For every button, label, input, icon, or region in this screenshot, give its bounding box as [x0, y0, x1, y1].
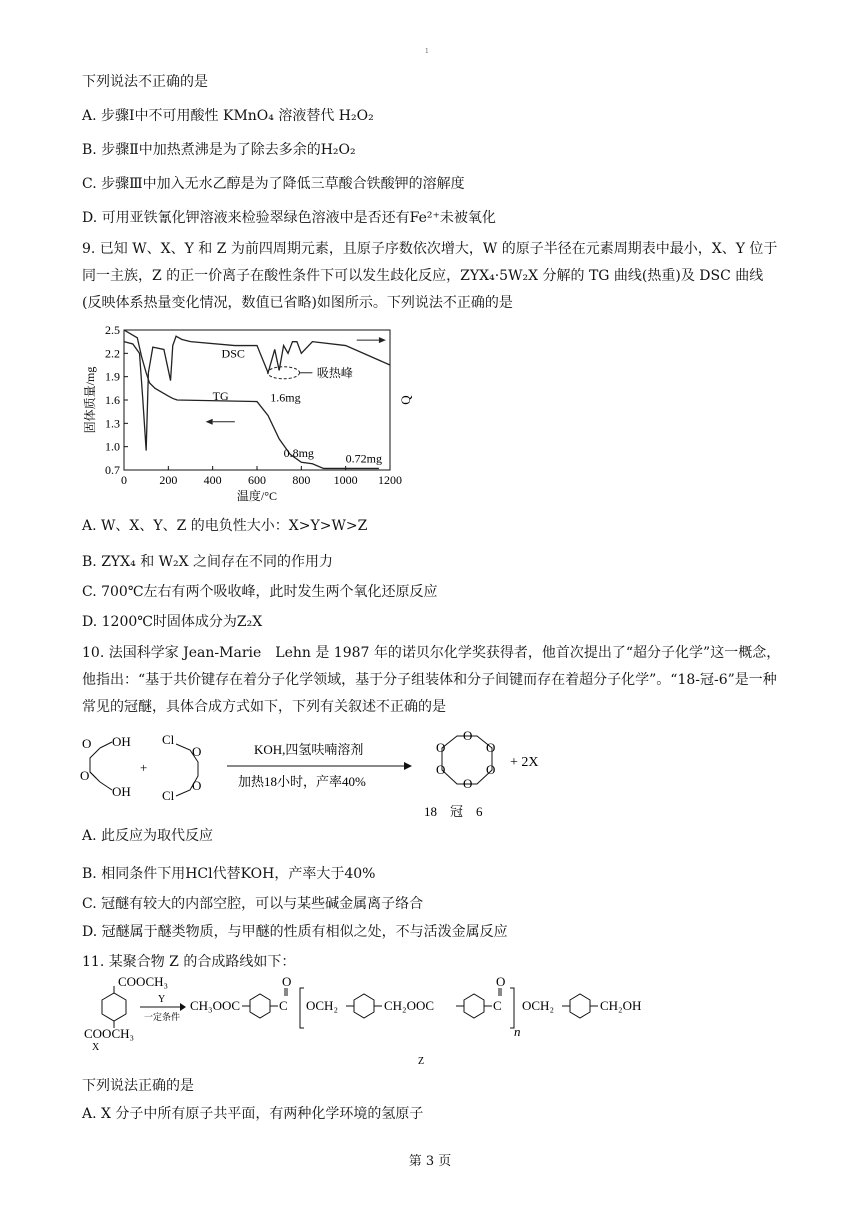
- z-ch2oh: CH₂OH: [600, 998, 642, 1013]
- z-end-group: CH₃OOC: [190, 998, 241, 1013]
- z-carbonyl-o2: O: [496, 974, 506, 989]
- q10-option-b: B. 相同条件下用HCl代替KOH，产率大于40%: [82, 866, 376, 882]
- y-tick-label: 1.0: [105, 439, 120, 454]
- y-tick-label: 1.6: [105, 393, 120, 407]
- right-axis-label: Q: [398, 395, 413, 405]
- q8-option-d: D. 可用亚铁氰化钾溶液来检验翠绿色溶液中是否还有Fe²⁺未被氧化: [82, 210, 496, 226]
- crown-ether-synthesis-scheme: [82, 728, 622, 820]
- ring-o1: O: [463, 728, 473, 743]
- endothermic-peak-marker: [268, 367, 300, 379]
- z-ch2ooc: CH₂OOC: [384, 998, 435, 1013]
- x-tick-label: 1200: [378, 473, 402, 487]
- q11-after: 下列说法正确的是: [82, 1078, 194, 1094]
- product-name: 18 冠 6: [424, 804, 483, 819]
- label-z: Z: [418, 1056, 425, 1067]
- reaction-cond: 一定条件: [144, 1012, 181, 1022]
- x-tick-label: 1000: [333, 473, 358, 487]
- dsc-label: DSC: [221, 346, 245, 361]
- ring-o5: O: [436, 762, 446, 777]
- dichloride-o1: O: [192, 744, 202, 759]
- q9-option-c: C. 700℃左右有两个吸收峰，此时发生两个氧化还原反应: [82, 584, 438, 600]
- polymer-synthesis-scheme: [82, 976, 702, 1068]
- q10-stem: 10. 法国科学家 Jean-Marie Lehn 是 1987 年的诺贝尔化学奖获得者，他首次提出了“超分子化学”这一概念，他指出：“基于共价键存在着分子化学领域，基于分子组装体和分子间键而存在着超分子化学”。“18-冠-6”是一种常见的冠醚，具体合成方式如下，下列有关叙述不正确的是: [82, 645, 781, 715]
- cl-top: Cl: [162, 732, 175, 747]
- tg-label: TG: [212, 389, 229, 404]
- tg-dsc-chart: [82, 322, 422, 512]
- q8-stem: 下列说法不正确的是: [82, 74, 208, 90]
- endothermic-peak-label: 吸热峰: [316, 365, 353, 380]
- y-tick-label: 1.9: [105, 369, 120, 384]
- q11-option-a: A. X 分子中所有原子共平面，有两种化学环境的氢原子: [82, 1106, 424, 1122]
- reagent-y: Y: [158, 994, 166, 1005]
- z-carbonyl-o1: O: [282, 974, 292, 989]
- label-x: X: [92, 1042, 100, 1053]
- ring-o2: O: [486, 740, 496, 755]
- x-benzene-ring: [102, 993, 126, 1021]
- plus-sign: +: [140, 760, 148, 775]
- byproduct-2x: + 2X: [510, 755, 539, 770]
- mass-0-72-label: 0.72mg: [345, 451, 383, 466]
- y-axis-label: 固体质量/mg: [83, 366, 97, 434]
- q8-option-c: C. 步骤Ⅲ中加入无水乙醇是为了降低三草酸合铁酸钾的溶解度: [82, 176, 465, 192]
- x-tick-label: 600: [248, 473, 266, 487]
- y-tick-label: 1.3: [105, 416, 120, 431]
- q9-option-a: A. W、X、Y、Z 的电负性大小：X>Y>W>Z: [82, 518, 368, 534]
- dsc-arrowhead: [379, 337, 386, 343]
- q11-stem: 11. 某聚合物 Z 的合成路线如下：: [82, 954, 296, 970]
- q9-option-d: D. 1200℃时固体成分为Z₂X: [82, 614, 263, 630]
- reaction-condition-top: KOH,四氢呋喃溶剂: [254, 742, 364, 757]
- diol-o: O: [82, 736, 92, 751]
- x-tick-label: 800: [292, 473, 311, 487]
- q9-option-b: B. ZYX₄ 和 W₂X 之间存在不同的作用力: [82, 554, 334, 570]
- ring-o6: O: [436, 740, 446, 755]
- q10-option-d: D. 冠醚属于醚类物质，与甲醚的性质有相似之处，不与活泼金属反应: [82, 924, 508, 940]
- q9-stem: 9. 已知 W、X、Y 和 Z 为前四周期元素，且原子序数依次增大，W 的原子半径在元素周期表中最小，X、Y 位于同一主族，Z 的正一价离子在酸性条件下可以发生歧化反应，ZYX₄·5W₂X 分解的 TG 曲线(热重)及 DSC 曲线(反映体系热量变化情况，数值已省略)如图所示。下列说法不正确的是: [82, 241, 778, 311]
- x-bottom-group: COOCH₃: [84, 1026, 135, 1041]
- ring-o3: O: [486, 762, 496, 777]
- diol-structure: [90, 742, 112, 790]
- series-tg-line: [124, 330, 379, 468]
- x-axis-label: 温度/°C: [236, 489, 278, 503]
- x-tick-label: 400: [203, 473, 222, 487]
- mass-1-6-label: 1.6mg: [270, 390, 301, 405]
- y-tick-label: 2.2: [105, 346, 120, 361]
- q8-option-a: A. 步骤Ⅰ中不可用酸性 KMnO₄ 溶液替代 H₂O₂: [82, 108, 374, 124]
- q10-option-a: A. 此反应为取代反应: [82, 828, 214, 844]
- reaction-condition-bottom: 加热18小时，产率40%: [238, 774, 366, 789]
- y-tick-label: 2.5: [105, 323, 120, 337]
- z-och2-1: OCH₂: [306, 998, 338, 1013]
- mass-0-8-label: 0.8mg: [283, 445, 314, 460]
- cl-bottom: Cl: [162, 788, 175, 803]
- tg-arrowhead: [206, 419, 213, 425]
- diol-oh-top: OH: [112, 734, 131, 749]
- z-n: n: [514, 1024, 521, 1039]
- z-c2: C: [493, 998, 502, 1013]
- x-top-group: COOCH₃: [118, 974, 169, 989]
- q10-option-c: C. 冠醚有较大的内部空腔，可以与某些碱金属离子络合: [82, 896, 424, 912]
- dichloride-o2: O: [192, 778, 202, 793]
- x-tick-label: 0: [121, 473, 127, 487]
- diol-o2: O: [80, 768, 90, 783]
- y-tick-label: 0.7: [105, 463, 120, 477]
- z-och2-2: OCH₂: [522, 998, 554, 1013]
- diol-oh-bottom: OH: [112, 784, 131, 799]
- page-header-mark: 1: [425, 48, 429, 55]
- z-c1: C: [279, 998, 288, 1013]
- q8-option-b: B. 步骤Ⅱ中加热煮沸是为了除去多余的H₂O₂: [82, 142, 356, 158]
- ring-o4: O: [463, 776, 473, 791]
- page-footer: 第 3 页: [408, 1154, 452, 1169]
- x-tick-label: 200: [159, 473, 178, 487]
